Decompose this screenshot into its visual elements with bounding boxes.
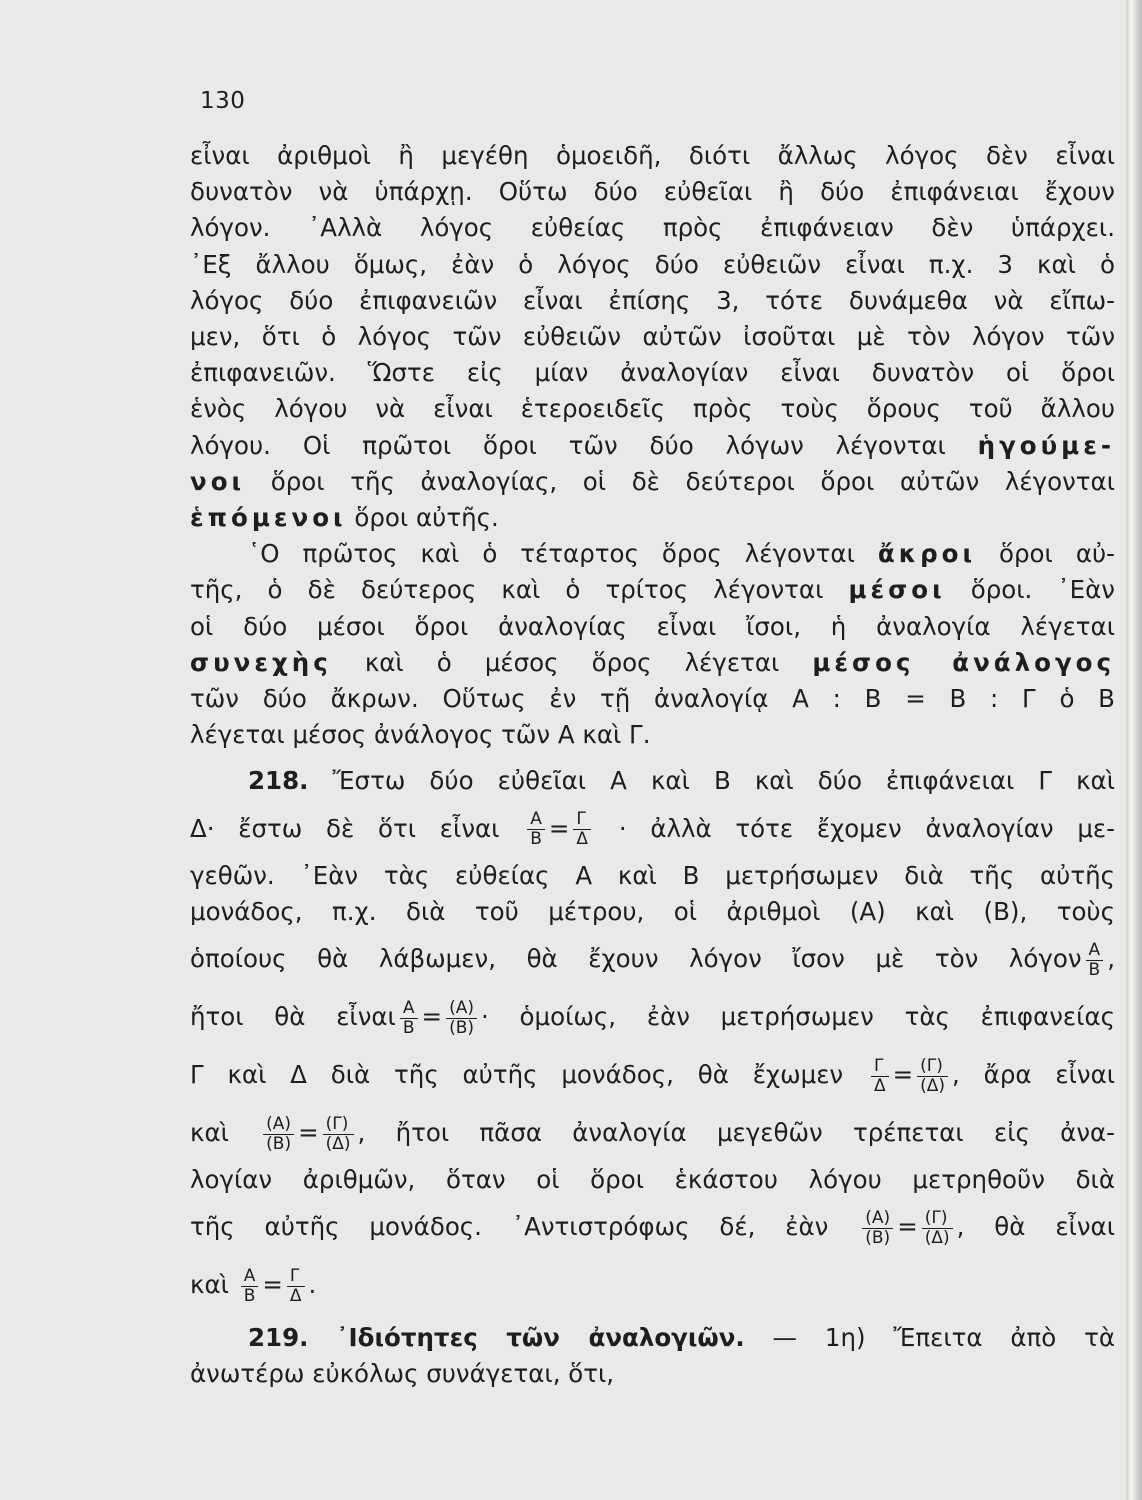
numerator: Α [400, 999, 418, 1019]
text-run: ῾Ο πρῶτος καὶ ὁ τέταρτος ὅρος λέγονται [248, 539, 855, 569]
page-number: 130 [200, 88, 246, 114]
emphasized-term: ἡγούμε- [977, 430, 1115, 460]
text-run: Ἔστω δύο εὐθεῖαι Α καὶ Β καὶ δύο ἐπιφάνειαι Γ καὶ [332, 766, 1115, 796]
text-line: ᾿Εξ ἄλλου ὅμως, ἐὰν ὁ λόγος δύο εὐθειῶν εἶναι π.χ. 3 καὶ ὁ [190, 249, 1115, 279]
text-line [190, 988, 1115, 1046]
emphasized-term: μέσοι [848, 575, 946, 605]
text-run: Γ καὶ Δ διὰ τῆς αὐτῆς μονάδος, θὰ ἔχωμεν [190, 1060, 844, 1090]
text-line [190, 645, 1115, 681]
text-line: λόγος δύο ἐπιφανειῶν εἶναι ἐπίσης 3, τότε δυνάμεθα νὰ εἴπω- [190, 285, 1115, 315]
fraction [287, 1267, 305, 1306]
text-line [190, 1320, 1115, 1356]
text-line [190, 1046, 1115, 1104]
denominator: Β [243, 1285, 256, 1306]
text-line [190, 428, 1115, 464]
equals-sign: = [262, 1270, 283, 1300]
fraction [922, 1209, 953, 1248]
numerator: (Γ) [323, 1115, 354, 1135]
section-number: 218. [248, 766, 309, 796]
equals-sign: = [421, 1002, 443, 1032]
numerator: (Γ) [917, 1057, 948, 1077]
text-run: ὅροι αὐτῆς. [354, 503, 499, 533]
text-line [190, 1256, 1115, 1314]
section-number: 219. [248, 1323, 309, 1353]
numerator: Α [241, 1267, 259, 1287]
text-line [190, 1104, 1115, 1162]
text-line: λέγεται μέσος ἀνάλογος τῶν Α καὶ Γ. [190, 720, 651, 750]
fraction [446, 999, 477, 1038]
text-run: , θὰ εἶναι [956, 1212, 1115, 1242]
numerator: Γ [871, 1057, 889, 1077]
page-text [190, 138, 1115, 1393]
text-line: εἶναι ἀριθμοὶ ἢ μεγέθη ὁμοειδῆ, διότι ἄλλως λόγος δὲν εἶναι [190, 141, 1115, 170]
fraction [263, 1115, 294, 1154]
text-run: ὅροι τῆς ἀναλογίας, οἱ δὲ δεύτεροι ὅροι αὐτῶν λέγονται [270, 466, 1115, 496]
equals-sign: = [298, 1118, 319, 1148]
text-run: · ὁμοίως, ἐὰν μετρήσωμεν τὰς ἐπιφανείας [481, 1002, 1115, 1032]
text-line [190, 800, 1115, 858]
denominator: Δ [289, 1285, 302, 1306]
text-line: ἑνὸς λόγου νὰ εἶναι ἑτεροειδεῖς πρὸς τοὺς ὅρους τοῦ ἄλλου [190, 394, 1115, 424]
numerator: Α [527, 810, 545, 830]
fraction [241, 1267, 259, 1306]
fraction [862, 1209, 893, 1248]
equals-sign: = [897, 1212, 918, 1242]
text-line [190, 1198, 1115, 1256]
emphasized-term: μέσος ἀνάλογος [812, 647, 1115, 677]
text-run: καὶ ὁ μέσος ὅρος λέγεται [364, 647, 780, 677]
denominator: Δ [576, 829, 589, 850]
equals-sign: = [548, 813, 570, 843]
numerator: (Γ) [922, 1209, 953, 1229]
text-line [190, 464, 1115, 500]
text-run: καὶ [190, 1118, 229, 1148]
text-line [190, 500, 1115, 536]
text-line: μονάδος, π.χ. διὰ τοῦ μέτρου, οἱ ἀριθμοὶ (Α) καὶ (Β), τοὺς [190, 896, 1115, 926]
text-line: τῶν δύο ἄκρων. Οὕτως ἐν τῇ ἀναλογίᾳ Α : Β = Β : Γ ὁ Β [190, 684, 1115, 714]
section-title: ᾿Ιδιότητες τῶν ἀναλογιῶν. [336, 1323, 745, 1353]
numerator: (Α) [263, 1115, 294, 1135]
text-line [190, 536, 1115, 572]
denominator: (Β) [449, 1017, 474, 1038]
fraction [1086, 941, 1104, 980]
equals-sign: = [892, 1060, 914, 1090]
text-line: λογίαν ἀριθμῶν, ὅταν οἱ ὅροι ἑκάστου λόγου μετρηθοῦν διὰ [190, 1165, 1115, 1195]
text-line: ἀνωτέρω εὐκόλως συνάγεται, ὅτι, [190, 1359, 615, 1389]
fraction [323, 1115, 354, 1154]
text-run: , ἄρα εἶναι [952, 1060, 1116, 1090]
text-line: οἱ δύο μέσοι ὅροι ἀναλογίας εἶναι ἴσοι, ἡ ἀναλογία λέγεται [190, 611, 1115, 641]
text-line: δυνατὸν νὰ ὑπάρχῃ. Οὕτω δύο εὐθεῖαι ἢ δύο ἐπιφάνειαι ἔχουν [190, 177, 1115, 207]
text-run: ὅροι. ᾿Εὰν [970, 575, 1115, 605]
text-run: , ἤτοι πᾶσα ἀναλογία μεγεθῶν τρέπεται εἰς ἀνα- [357, 1118, 1115, 1148]
text-run: καὶ [190, 1270, 229, 1300]
fraction [917, 1057, 948, 1096]
text-run: ἤτοι θὰ εἶναι [190, 1002, 396, 1032]
fraction [871, 1057, 889, 1096]
fraction [400, 999, 418, 1038]
page-edge [1126, 0, 1142, 1500]
numerator: Α [1086, 941, 1104, 961]
fraction [573, 810, 591, 849]
fraction [527, 810, 545, 849]
denominator: (Δ) [325, 1133, 351, 1154]
denominator: (Β) [266, 1133, 292, 1154]
text-run: — 1η) Ἔπειτα ἀπὸ τὰ [772, 1323, 1115, 1353]
denominator: (Δ) [920, 1075, 946, 1096]
denominator: Δ [873, 1075, 886, 1096]
numerator: (Α) [862, 1209, 893, 1229]
text-run: ὁποίους θὰ λάβωμεν, θὰ ἔχουν λόγον ἴσον μὲ τὸν λόγον [190, 944, 1082, 974]
numerator: Γ [287, 1267, 305, 1287]
text-run: Δ· ἔστω δὲ ὅτι εἶναι [190, 813, 500, 843]
emphasized-term: ἑπόμενοι [190, 503, 347, 533]
emphasized-term: συνεχὴς [190, 647, 332, 677]
denominator: Β [1088, 959, 1101, 980]
denominator: (Β) [865, 1227, 891, 1248]
text-line: μεν, ὅτι ὁ λόγος τῶν εὐθειῶν αὐτῶν ἰσοῦται μὲ τὸν λόγον τῶν [190, 322, 1115, 352]
text-run: ὅροι αὐ- [999, 539, 1115, 569]
text-run: . [308, 1270, 317, 1300]
numerator: (Α) [446, 999, 477, 1019]
denominator: (Δ) [924, 1227, 950, 1248]
emphasized-term: ἄκροι [877, 539, 977, 569]
text-run: , [1107, 944, 1115, 974]
text-line [190, 930, 1115, 988]
text-run: τῆς αὐτῆς μονάδος. ᾿Αντιστρόφως δέ, ἐὰν [190, 1212, 829, 1242]
denominator: Β [530, 829, 542, 850]
text-run: τῆς, ὁ δὲ δεύτερος καὶ ὁ τρίτος λέγονται [190, 575, 824, 605]
text-line: γεθῶν. ᾿Εὰν τὰς εὐθείας Α καὶ Β μετρήσωμεν διὰ τῆς αὐτῆς [190, 860, 1115, 890]
denominator: Β [402, 1017, 415, 1038]
numerator: Γ [573, 810, 591, 830]
text-line: λόγον. ᾿Αλλὰ λόγος εὐθείας πρὸς ἐπιφάνειαν δὲν ὑπάρχει. [190, 213, 1115, 243]
text-run: · ἀλλὰ τότε ἔχομεν ἀναλογίαν με- [618, 813, 1115, 843]
text-line: ἐπιφανειῶν. Ὥστε εἰς μίαν ἀναλογίαν εἶναι δυνατὸν οἱ ὅροι [190, 358, 1115, 388]
text-line [190, 763, 1115, 799]
text-run: λόγου. Οἱ πρῶτοι ὅροι τῶν δύο λόγων λέγονται [190, 430, 946, 460]
emphasized-term: νοι [190, 466, 246, 496]
text-line [190, 572, 1115, 608]
